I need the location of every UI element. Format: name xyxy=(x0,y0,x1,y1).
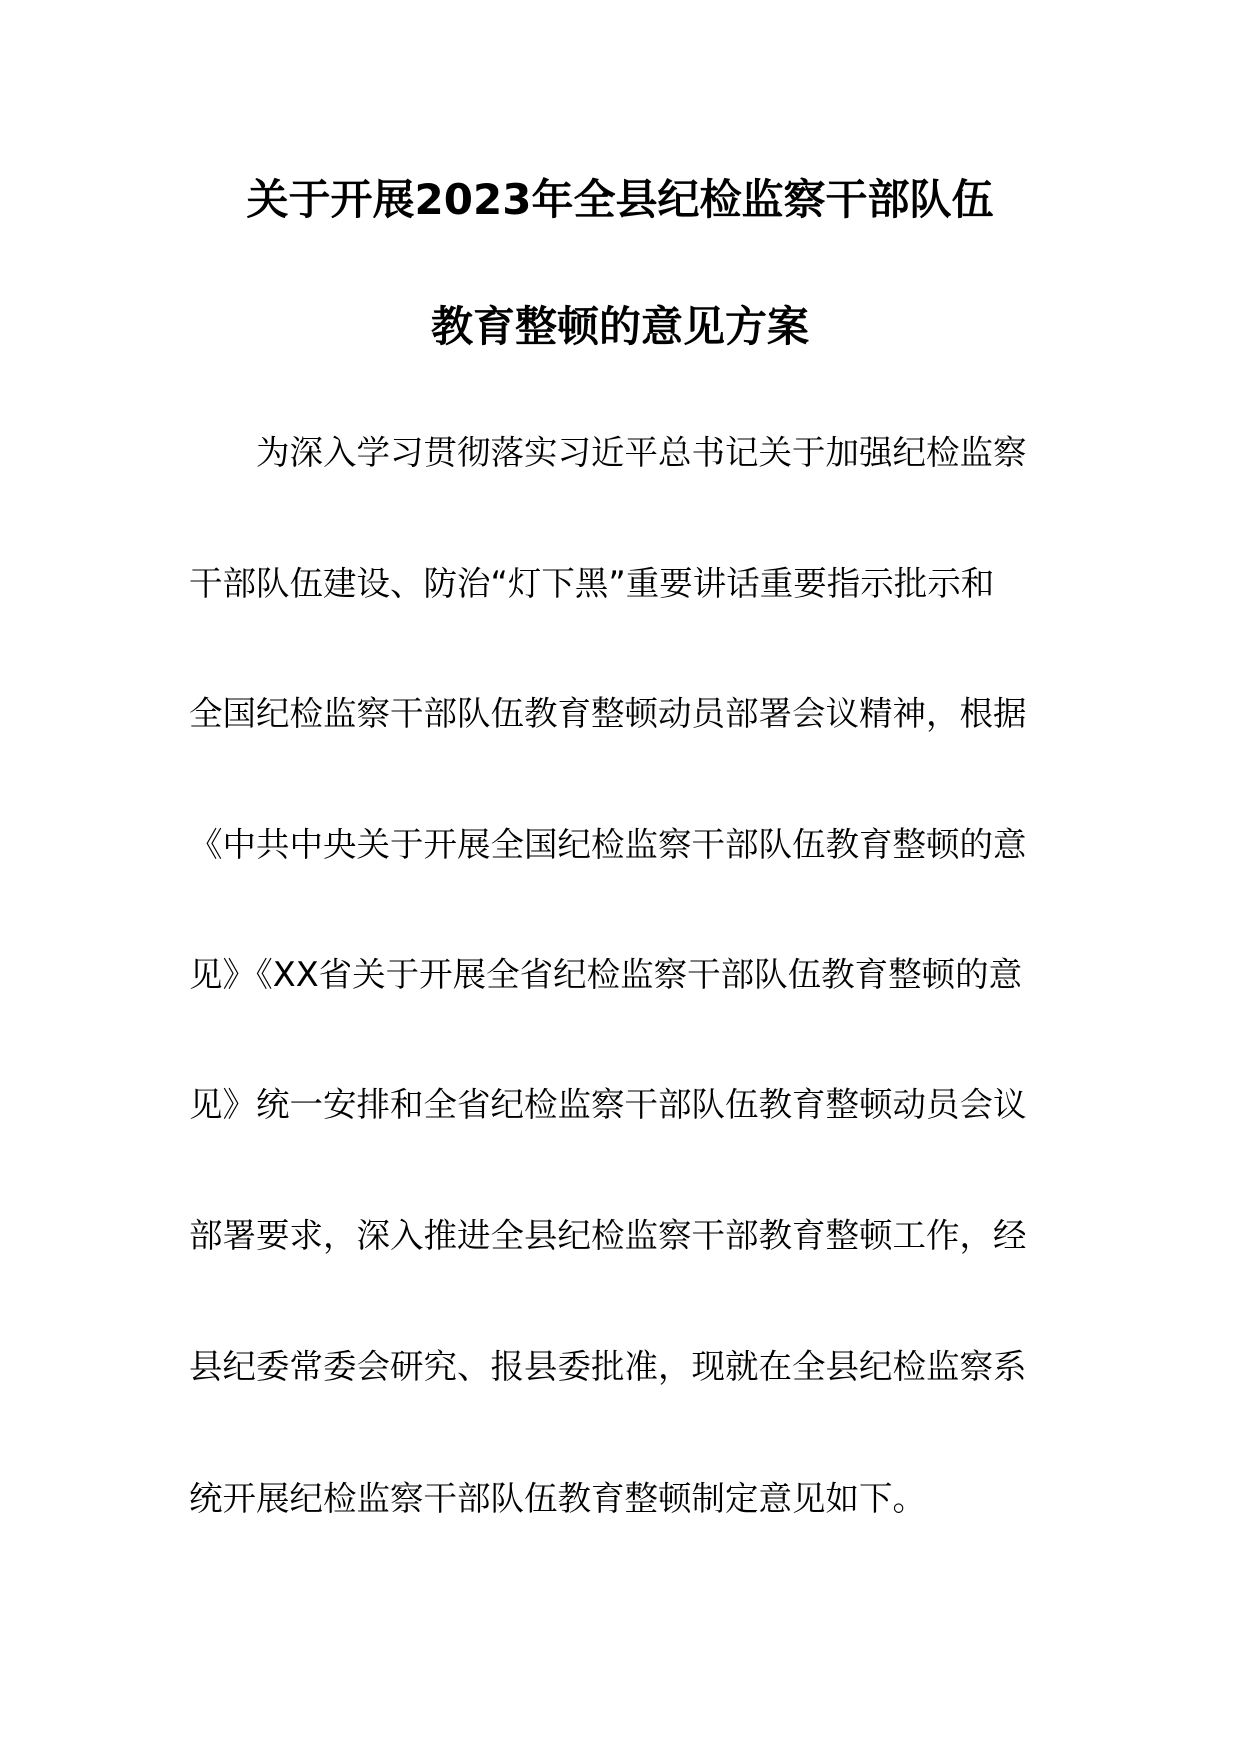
paragraph-line: 干部队伍建设、防治“灯下黑”重要讲话重要指示批示和 xyxy=(189,564,995,603)
document-title-line-1: 关于开展2023年全县纪检监察干部队伍 xyxy=(246,175,994,224)
document-title-line-2: 教育整顿的意见方案 xyxy=(430,302,809,351)
paragraph-line: 统开展纪检监察干部队伍教育整顿制定意见如下。 xyxy=(189,1479,926,1518)
paragraph-line: 县纪委常委会研究、报县委批准，现就在全县纪检监察系 xyxy=(189,1347,1027,1386)
paragraph-line: 全国纪检监察干部队伍教育整顿动员部署会议精神，根据 xyxy=(189,694,1027,733)
paragraph-line: 为深入学习贯彻落实习近平总书记关于加强纪检监察 xyxy=(189,433,1027,472)
paragraph-line: 部署要求，深入推进全县纪检监察干部教育整顿工作，经 xyxy=(189,1216,1027,1255)
paragraph-line: 见》《XX省关于开展全省纪检监察干部队伍教育整顿的意 xyxy=(189,955,1023,994)
paragraph-line: 《中共中央关于开展全国纪检监察干部队伍教育整顿的意 xyxy=(189,825,1027,864)
paragraph-line: 见》统一安排和全省纪检监察干部队伍教育整顿动员会议 xyxy=(189,1085,1027,1124)
